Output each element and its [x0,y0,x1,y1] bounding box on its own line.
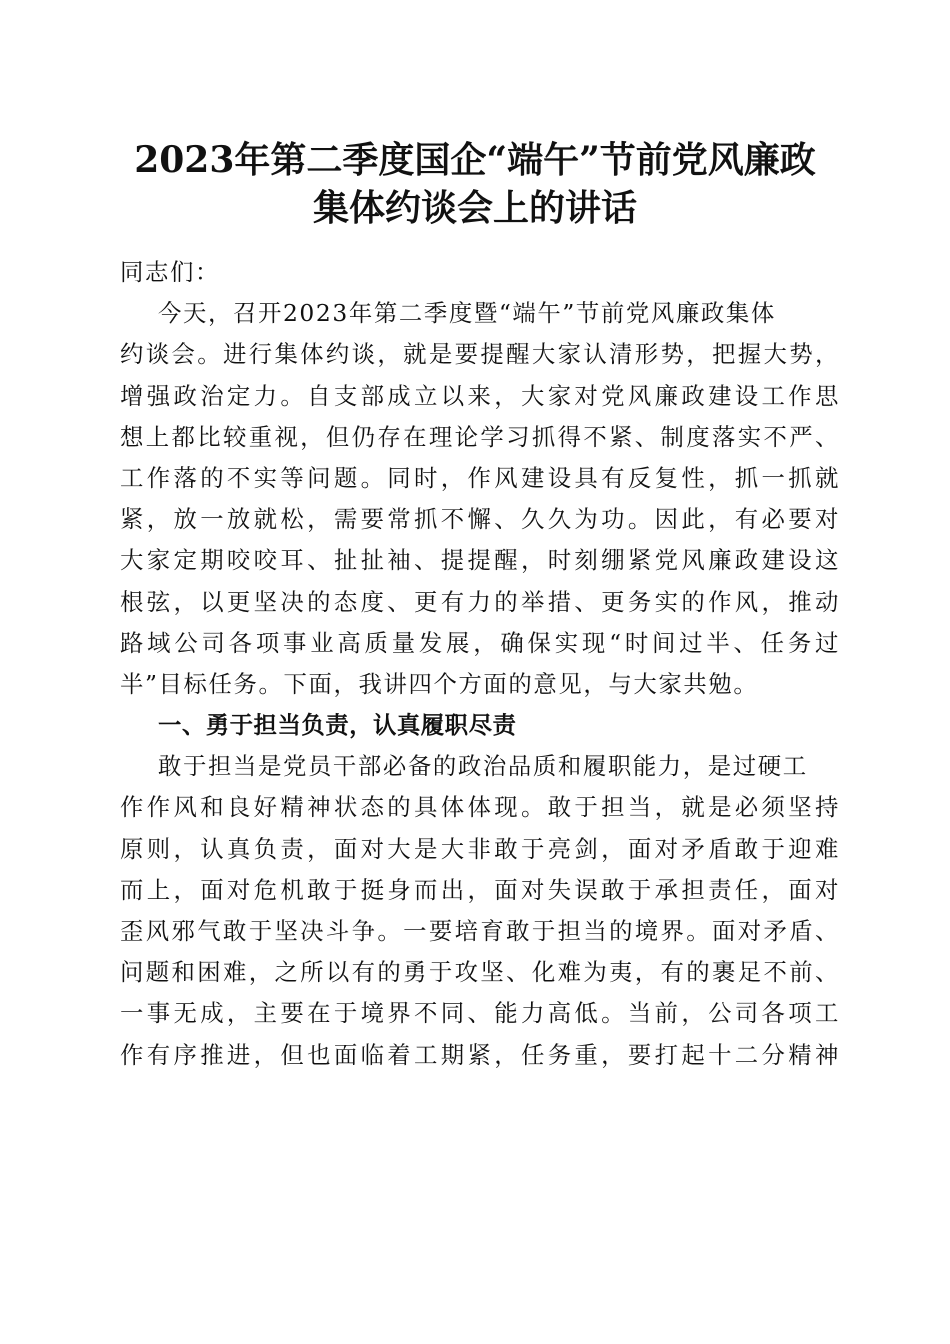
document-title-line-1: 2023年第二季度国企“端午”节前党风廉政 [134,139,816,181]
body-line: 作有序推进，但也面临着工期紧，任务重，要打起十二分精神 [120,1040,840,1069]
body-line: 约谈会。进行集体约谈，就是要提醒大家认清形势，把握大势， [120,340,840,369]
body-line: 半”目标任务。下面，我讲四个方面的意见，与大家共勉。 [120,669,759,698]
body-line: 而上，面对危机敢于挺身而出，面对失误敢于承担责任，面对 [120,875,840,904]
body-line: 歪风邪气敢于坚决斗争。一要培育敢于担当的境界。面对矛盾、 [120,917,840,945]
body-line: 路域公司各项事业高质量发展，确保实现“时间过半、任务过 [120,628,840,657]
body-line: 一事无成，主要在于境界不同、能力高低。当前，公司各项工 [120,999,840,1028]
body-line: 今天，召开2023年第二季度暨“端午”节前党风廉政集体 [158,299,776,328]
body-line: 问题和困难，之所以有的勇于攻坚、化难为夷，有的裹足不前、 [120,958,840,987]
section-heading: 一、勇于担当负责，认真履职尽责 [158,711,517,740]
body-line: 根弦，以更坚决的态度、更有力的举措、更务实的作风，推动 [120,587,840,616]
body-line: 原则，认真负责，面对大是大非敢于亮剑，面对矛盾敢于迎难 [120,834,840,863]
body-line: 工作落的不实等问题。同时，作风建设具有反复性，抓一抓就 [120,463,840,492]
body-line: 想上都比较重视，但仍存在理论学习抓得不紧、制度落实不严、 [120,422,840,451]
document-body [120,252,840,1076]
body-line: 增强政治定力。自支部成立以来，大家对党风廉政建设工作思 [120,381,840,410]
body-line: 作作风和良好精神状态的具体体现。敢于担当，就是必须坚持 [120,793,840,822]
body-line: 大家定期咬咬耳、扯扯袖、提提醒，时刻绷紧党风廉政建设这 [120,546,840,575]
salutation: 同志们： [120,258,220,286]
body-line: 敢于担当是党员干部必备的政治品质和履职能力，是过硬工 [158,752,808,781]
body-line: 紧，放一放就松，需要常抓不懈、久久为功。因此，有必要对 [120,505,840,534]
document-title-line-2: 集体约谈会上的讲话 [312,187,637,229]
